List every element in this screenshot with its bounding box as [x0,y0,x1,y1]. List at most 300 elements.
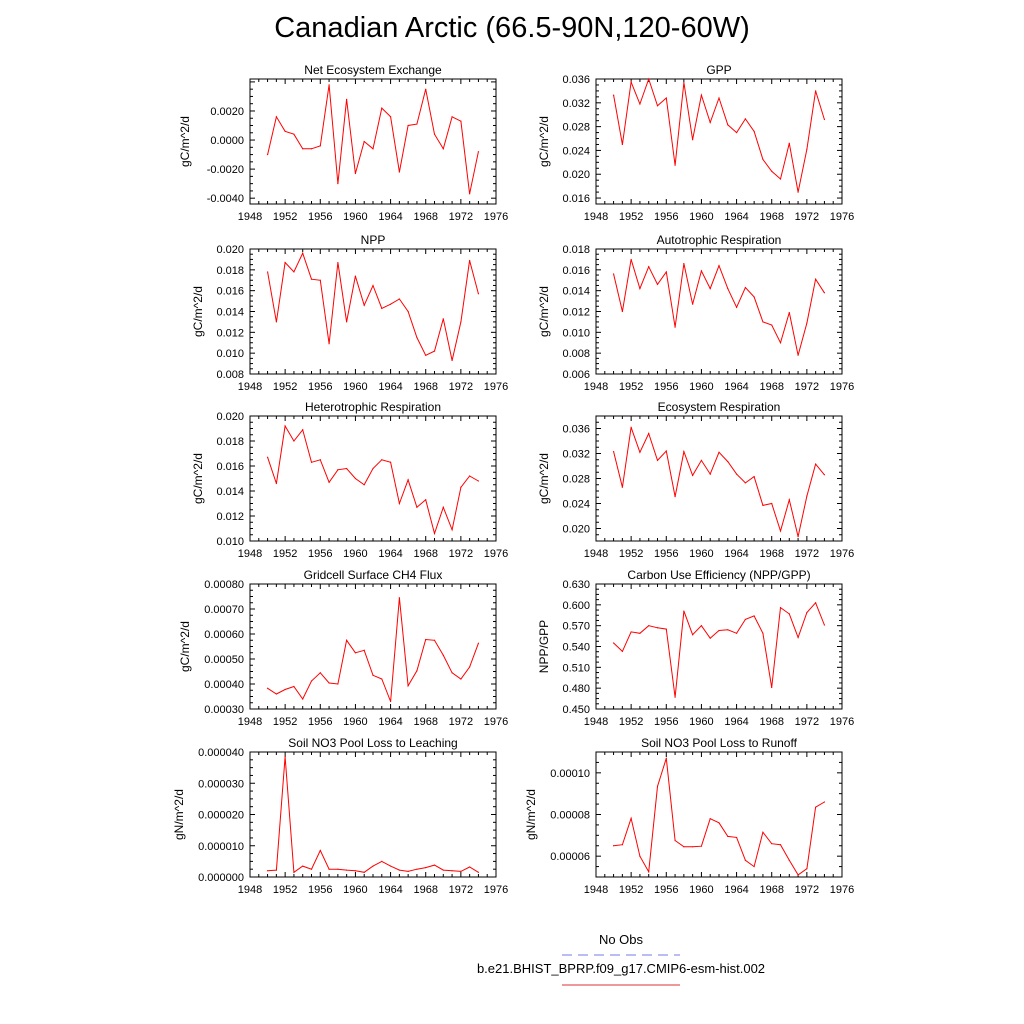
y-tick-label: 0.020 [562,169,590,182]
data-point [328,482,329,483]
x-tick-label: 1960 [343,548,368,560]
data-point [320,850,321,851]
data-point [613,451,614,452]
x-tick-label: 1956 [308,548,333,560]
data-point [285,425,286,426]
data-point [416,337,417,338]
data-point [451,529,452,530]
data-point [293,686,294,687]
data-point [745,619,746,620]
x-tick-label: 1976 [483,716,509,728]
data-point [425,639,426,640]
data-point [657,284,658,285]
x-tick-label: 1976 [483,381,509,393]
data-point [372,285,373,286]
x-tick-label: 1956 [654,884,679,896]
y-tick-label: 0.014 [216,486,244,498]
data-point [692,634,693,635]
panel-title: Ecosystem Respiration [657,400,781,414]
data-point [478,151,479,152]
data-point [815,90,816,91]
data-point [674,697,675,698]
data-point [390,304,391,305]
y-tick-label: 0.032 [562,97,590,110]
y-axis-label: gC/m^2/d [537,116,551,167]
data-point [780,844,781,845]
data-point [613,94,614,95]
data-point [806,612,807,613]
data-point [666,271,667,272]
data-point [771,503,772,504]
data-point [416,670,417,671]
data-point [443,507,444,508]
y-tick-label: 0.0000 [210,135,244,148]
data-point [425,867,426,868]
x-tick-label: 1964 [724,884,749,896]
data-point [815,279,816,280]
chart-panel-3 [191,233,508,393]
data-point [267,688,268,689]
y-tick-label: 0.000000 [198,872,244,884]
data-point [443,870,444,871]
y-tick-label: 0.540 [562,641,590,654]
data-point [267,457,268,458]
data-point [762,505,763,506]
data-point [701,94,702,95]
panel-title: NPP [360,233,386,247]
data-point [460,678,461,679]
y-tick-label: 0.00030 [204,704,244,716]
series-line [614,603,825,697]
x-tick-label: 1956 [308,884,333,896]
data-point [285,756,286,757]
x-tick-label: 1968 [413,548,438,560]
data-point [285,131,286,132]
data-point [736,132,737,133]
data-point [657,460,658,461]
x-tick-label: 1976 [829,381,855,393]
data-point [657,627,658,628]
data-point [381,861,382,862]
chart-panel-1 [178,63,508,223]
series-line [614,427,825,536]
data-point [754,296,755,297]
y-axis-label: gC/m^2/d [537,453,551,504]
x-tick-label: 1968 [413,211,438,223]
y-tick-label: 0.00050 [204,654,244,666]
data-point [416,123,417,124]
data-point [754,476,755,477]
data-point [460,487,461,488]
plot-frame [596,752,842,877]
data-point [399,597,400,598]
legend-label-model-run: b.e21.BHIST_BPRP.f09_g17.CMIP6-esm-hist.002 [476,961,766,976]
data-point [390,701,391,702]
y-axis-label: NPP/GPP [537,619,551,674]
data-point [293,134,294,135]
y-tick-label: 0.008 [216,369,244,381]
x-tick-label: 1952 [618,884,644,896]
data-point [399,503,400,504]
data-point [718,822,719,823]
data-point [666,97,667,98]
data-point [434,865,435,866]
data-point [666,758,667,759]
data-point [346,870,347,871]
data-point [789,613,790,614]
data-point [390,865,391,866]
data-point [328,869,329,870]
data-point [399,171,400,172]
data-point [762,321,763,322]
series-line [268,85,479,194]
x-tick-label: 1948 [237,884,263,896]
data-point [815,807,816,808]
data-point [639,288,640,289]
data-point [736,837,737,838]
data-point [451,672,452,673]
x-tick-label: 1948 [583,884,609,896]
data-point [302,429,303,430]
data-point [762,832,763,833]
data-point [727,629,728,630]
data-point [736,307,737,308]
data-point [399,298,400,299]
data-point [311,680,312,681]
y-tick-label: 0.020 [562,523,590,536]
data-point [789,499,790,500]
data-point [337,262,338,263]
y-tick-label: 0.00040 [204,679,244,691]
data-point [337,183,338,184]
data-point [754,131,755,132]
y-tick-label: 0.00008 [550,809,590,822]
x-tick-label: 1964 [724,381,749,393]
data-point [754,866,755,867]
y-tick-label: 0.020 [216,244,244,256]
y-tick-label: 0.036 [562,423,590,436]
data-point [622,651,623,652]
x-tick-label: 1960 [343,211,368,223]
data-point [692,139,693,140]
data-point [613,642,614,643]
data-point [639,452,640,453]
data-point [710,122,711,123]
y-tick-label: 0.024 [562,498,590,511]
x-tick-label: 1948 [583,381,609,393]
data-point [267,870,268,871]
data-point [780,342,781,343]
data-point [460,121,461,122]
x-tick-label: 1976 [829,548,855,560]
x-tick-label: 1968 [759,381,784,393]
data-point [824,624,825,625]
data-point [736,633,737,634]
data-point [434,350,435,351]
data-point [478,293,479,294]
x-tick-label: 1948 [583,548,609,560]
data-point [434,533,435,534]
plot-frame [596,584,842,709]
data-point [276,870,277,871]
data-point [806,322,807,323]
y-tick-label: 0.014 [562,285,590,298]
data-point [701,460,702,461]
data-point [381,678,382,679]
data-point [355,870,356,871]
data-point [674,496,675,497]
y-tick-label: 0.020 [216,411,244,423]
data-point [346,99,347,100]
data-point [622,487,623,488]
y-tick-label: 0.014 [216,306,244,319]
data-point [736,474,737,475]
data-point [469,666,470,667]
data-point [631,631,632,632]
data-point [666,629,667,630]
data-point [302,148,303,149]
data-point [267,154,268,155]
data-point [434,640,435,641]
data-point [718,265,719,266]
x-tick-label: 1948 [237,381,263,393]
x-tick-label: 1976 [829,884,855,896]
x-tick-label: 1968 [759,211,784,223]
data-point [683,846,684,847]
x-tick-label: 1952 [272,716,298,728]
data-point [718,630,719,631]
panel-title: Soil NO3 Pool Loss to Runoff [641,736,797,750]
data-point [416,507,417,508]
y-tick-label: 0.018 [216,264,244,277]
panel-title: Carbon Use Efficiency (NPP/GPP) [627,568,811,582]
data-point [674,165,675,166]
data-point [639,633,640,634]
data-point [771,843,772,844]
data-point [434,134,435,135]
plot-frame [250,416,496,541]
y-tick-label: 0.008 [562,348,590,361]
y-tick-label: 0.016 [216,461,244,473]
panel-title: Soil NO3 Pool Loss to Leaching [288,736,458,750]
series-line [268,757,479,873]
data-point [815,602,816,603]
data-point [710,818,711,819]
data-point [364,305,365,306]
y-tick-label: 0.000030 [198,778,244,791]
y-tick-label: 0.016 [216,285,244,298]
data-point [311,869,312,870]
data-point [460,871,461,872]
data-point [797,637,798,638]
series-line [268,253,479,360]
x-tick-label: 1952 [272,211,298,223]
data-point [346,640,347,641]
data-point [631,259,632,260]
data-point [408,125,409,126]
data-point [666,450,667,451]
x-tick-label: 1964 [378,211,403,223]
data-point [355,173,356,174]
data-point [622,311,623,312]
data-point [469,260,470,261]
data-point [771,171,772,172]
data-point [390,462,391,463]
x-tick-label: 1948 [583,716,609,728]
data-point [815,464,816,465]
data-point [701,625,702,626]
x-tick-label: 1952 [272,884,298,896]
data-point [771,324,772,325]
data-point [460,321,461,322]
y-tick-label: -0.0020 [206,164,244,177]
data-point [408,311,409,312]
data-point [797,874,798,875]
y-tick-label: 0.036 [562,74,590,86]
data-point [364,141,365,142]
data-point [762,633,763,634]
series-line [614,758,825,875]
data-point [469,866,470,867]
x-tick-label: 1952 [618,548,644,560]
data-point [727,288,728,289]
data-point [443,148,444,149]
data-point [372,148,373,149]
data-point [710,638,711,639]
x-tick-label: 1960 [689,381,714,393]
data-point [276,116,277,117]
data-point [425,89,426,90]
data-point [355,652,356,653]
y-tick-label: 0.000010 [198,840,244,853]
data-point [701,270,702,271]
data-point [355,478,356,479]
x-tick-label: 1972 [794,716,820,728]
data-point [320,280,321,281]
x-tick-label: 1972 [794,548,820,560]
x-tick-label: 1976 [483,884,509,896]
data-point [657,105,658,106]
x-tick-label: 1976 [829,211,855,223]
series-line [614,259,825,355]
data-point [762,159,763,160]
data-point [364,484,365,485]
data-point [320,145,321,146]
data-point [469,193,470,194]
data-point [425,355,426,356]
data-point [692,846,693,847]
data-point [408,479,409,480]
data-point [806,495,807,496]
data-point [718,452,719,453]
x-tick-label: 1952 [272,548,298,560]
data-point [683,263,684,264]
chart-panel-6 [537,400,854,560]
y-tick-label: 0.00070 [204,604,244,616]
data-point [824,119,825,120]
data-point [674,840,675,841]
chart-panel-4 [537,233,854,393]
y-tick-label: 0.028 [562,121,590,134]
x-tick-label: 1972 [794,211,820,223]
x-tick-label: 1952 [272,381,298,393]
y-tick-label: 0.018 [216,436,244,448]
y-tick-label: 0.010 [216,348,244,361]
x-tick-label: 1960 [343,381,368,393]
y-axis-label: gC/m^2/d [191,286,205,337]
x-tick-label: 1964 [378,381,403,393]
data-point [320,672,321,673]
y-tick-label: 0.000020 [198,809,244,822]
y-tick-label: 0.024 [562,145,590,158]
x-tick-label: 1956 [308,211,333,223]
x-tick-label: 1972 [448,716,474,728]
y-tick-label: 0.00006 [550,851,590,864]
data-point [639,103,640,104]
x-tick-label: 1968 [759,884,784,896]
data-point [372,468,373,469]
x-tick-label: 1960 [689,211,714,223]
x-tick-label: 1968 [413,884,438,896]
series-line [268,426,479,534]
x-tick-label: 1948 [237,211,263,223]
plot-frame [250,584,496,709]
data-point [302,253,303,254]
data-point [710,288,711,289]
data-point [692,475,693,476]
data-point [337,869,338,870]
y-tick-label: 0.0020 [210,105,244,118]
data-point [285,689,286,690]
x-tick-label: 1948 [237,716,263,728]
y-tick-label: 0.016 [562,193,590,206]
data-point [425,499,426,500]
y-tick-label: 0.510 [562,662,590,675]
y-tick-label: 0.00080 [204,579,244,591]
data-point [408,871,409,872]
data-point [692,304,693,305]
data-point [648,625,649,626]
data-point [754,615,755,616]
y-tick-label: 0.010 [562,327,590,340]
x-tick-label: 1972 [448,884,474,896]
x-tick-label: 1964 [378,716,403,728]
data-point [797,191,798,192]
y-tick-label: 0.00060 [204,629,244,641]
data-point [613,845,614,846]
x-tick-label: 1972 [448,381,474,393]
x-tick-label: 1968 [413,381,438,393]
data-point [797,536,798,537]
x-tick-label: 1972 [794,381,820,393]
data-point [639,856,640,857]
y-tick-label: 0.012 [562,306,590,319]
data-point [320,459,321,460]
y-tick-label: 0.450 [562,704,590,716]
x-tick-label: 1960 [689,716,714,728]
y-axis-label: gC/m^2/d [178,116,193,167]
x-tick-label: 1964 [724,548,749,560]
x-tick-label: 1976 [483,211,509,223]
x-tick-label: 1960 [343,884,368,896]
y-tick-label: 0.630 [562,579,590,591]
x-tick-label: 1968 [759,716,784,728]
chart-panel-8 [537,568,854,728]
data-point [381,459,382,460]
panel-title: Net Ecosystem Exchange [304,63,442,77]
data-point [648,433,649,434]
y-axis-label: gN/m^2/d [171,789,186,840]
